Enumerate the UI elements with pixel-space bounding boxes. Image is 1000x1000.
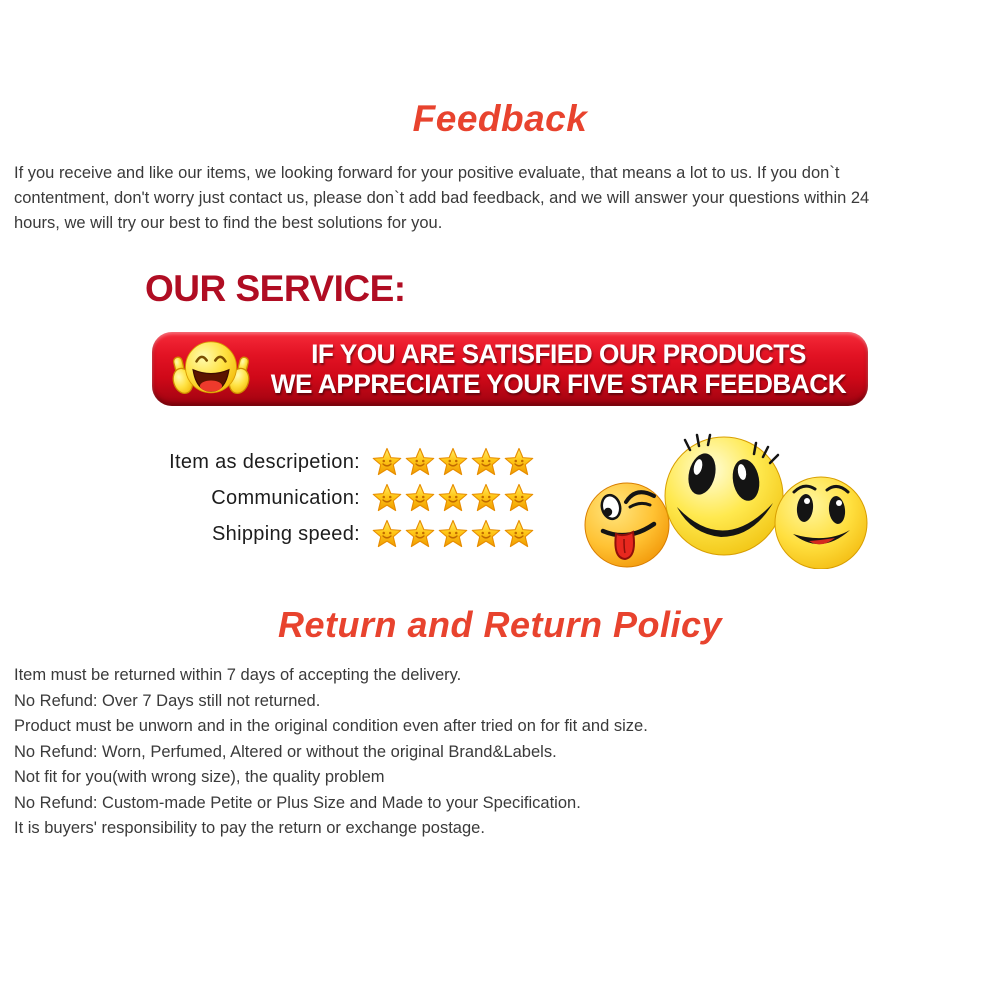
- return-policy-title: Return and Return Policy: [277, 604, 723, 645]
- smiley-star-icon: [372, 519, 402, 549]
- thumbs-up-laughing-smiley-icon: [168, 335, 254, 408]
- return-policy-list: [14, 663, 989, 842]
- rating-label: Item as descripetion:: [169, 450, 360, 473]
- policy-line: No Refund: Over 7 Days still not returned.: [14, 691, 321, 710]
- smiley-star-icon: [471, 447, 501, 477]
- policy-line: Item must be returned within 7 days of accepting the delivery.: [14, 666, 462, 684]
- policy-line: Product must be unworn and in the original condition even after tried on for fit and size.: [14, 717, 648, 735]
- policy-line: It is buyers' responsibility to pay the return or exchange postage.: [14, 819, 485, 837]
- rating-row-shipping-speed: [0, 516, 534, 552]
- winking-tongue-out-smiley-icon: [585, 483, 669, 567]
- smiley-star-icon: [438, 447, 468, 477]
- rating-row-item-as-description: [0, 444, 534, 480]
- rating-row-communication: [0, 480, 534, 516]
- intro-line: If you receive and like our items, we looking forward for your positive evaluate, that means a lot to us. If you don`t: [14, 164, 840, 182]
- banner-line-2: WE APPRECIATE YOUR FIVE STAR FEEDBACK: [270, 369, 847, 399]
- smiley-star-icon: [504, 483, 534, 513]
- policy-line: Not fit for you(with wrong size), the quality problem: [14, 768, 385, 786]
- smiley-star-icon: [405, 519, 435, 549]
- policy-line: No Refund: Worn, Perfumed, Altered or without the original Brand&Labels.: [14, 742, 557, 761]
- rating-rows: [0, 444, 534, 552]
- smiley-star-icon: [405, 447, 435, 477]
- smiley-star-icon: [471, 483, 501, 513]
- our-service-heading: OUR SERVICE:: [145, 268, 406, 309]
- five-star-feedback-banner: [152, 332, 868, 406]
- policy-line: No Refund: Custom-made Petite or Plus Size and Made to your Specification.: [14, 793, 581, 812]
- five-star-rating: [372, 519, 534, 549]
- smiley-star-icon: [438, 483, 468, 513]
- intro-line: contentment, don't worry just contact us, please don`t add bad feedback, and we will answer your questions within 24: [14, 189, 870, 207]
- feedback-title: Feedback: [412, 98, 588, 139]
- smiley-star-icon: [438, 519, 468, 549]
- happy-tongue-smiley-icon: [775, 477, 867, 569]
- five-star-rating: [372, 447, 534, 477]
- intro-line: hours, we will try our best to find the best solutions for you.: [14, 214, 443, 232]
- rating-label: Communication:: [211, 486, 360, 509]
- rating-label: Shipping speed:: [212, 522, 360, 545]
- banner-text: [260, 332, 857, 406]
- smiley-star-icon: [405, 483, 435, 513]
- smiley-star-icon: [504, 447, 534, 477]
- feedback-intro-paragraph: [14, 161, 989, 236]
- banner-line-1: IF YOU ARE SATISFIED OUR PRODUCTS: [311, 339, 806, 369]
- five-star-rating: [372, 483, 534, 513]
- smileys-illustration: [578, 424, 870, 574]
- smiley-star-icon: [372, 447, 402, 477]
- smiley-star-icon: [471, 519, 501, 549]
- smiley-star-icon: [504, 519, 534, 549]
- laughing-eyelashes-smiley-icon: [665, 435, 783, 555]
- smiley-star-icon: [372, 483, 402, 513]
